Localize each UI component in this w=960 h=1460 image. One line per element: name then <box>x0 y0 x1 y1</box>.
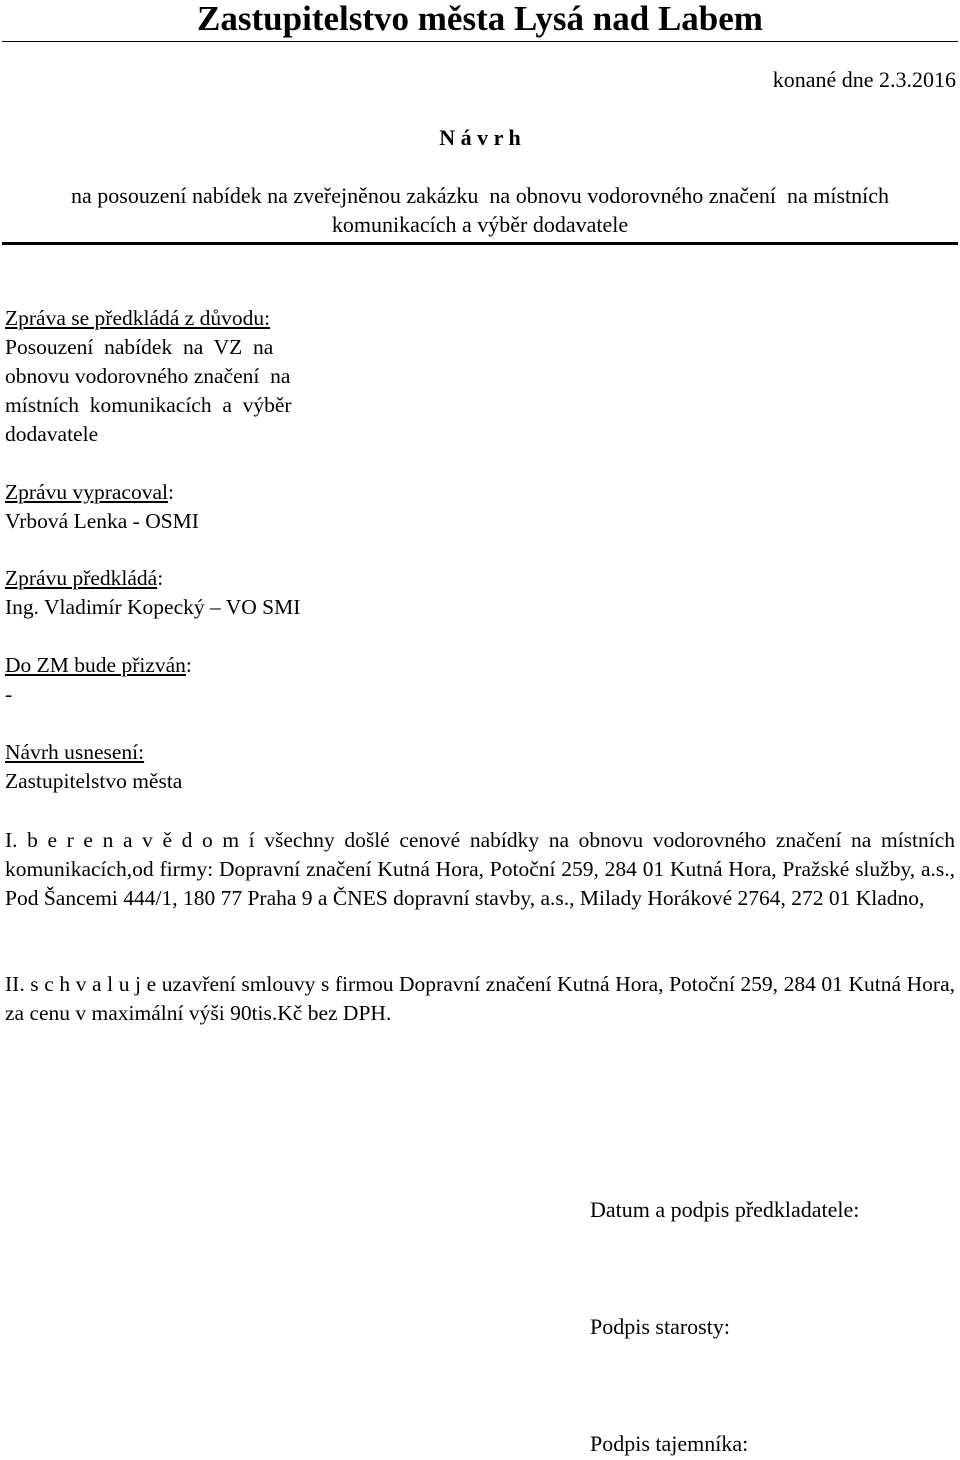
prepared-by-section <box>5 478 199 536</box>
presented-by-section <box>5 564 300 622</box>
presented-by-colon: : <box>157 566 164 590</box>
prepared-by-label-row <box>5 478 199 507</box>
resolution-body: Zastupitelstvo města <box>5 769 183 793</box>
presented-by-label: Zprávu předkládá <box>5 566 158 590</box>
invited-colon: : <box>185 653 192 677</box>
prepared-by-value: Vrbová Lenka - OSMI <box>5 509 199 533</box>
reason-line-3: místních komunikacích a výběr <box>5 393 292 417</box>
reason-line-2: obnovu vodorovného značení na <box>5 364 291 388</box>
subtitle-line-2: komunikacích a výběr dodavatele <box>331 212 629 237</box>
reason-section <box>5 304 292 449</box>
reason-line-4: dodavatele <box>5 422 99 446</box>
mayor-signature-label: Podpis starosty: <box>590 1314 730 1339</box>
document-title: Zastupitelstvo města Lysá nad Labem <box>197 0 763 38</box>
secretary-signature-label: Podpis tajemníka: <box>590 1431 749 1456</box>
presented-by-value: Ing. Vladimír Kopecký – VO SMI <box>5 595 301 619</box>
proposal-subtitle <box>0 181 960 239</box>
prepared-by-label: Zprávu vypracoval <box>5 480 168 504</box>
invited-label: Do ZM bude přizván <box>5 653 186 677</box>
reason-label: Zpráva se předkládá z důvodu: <box>5 306 271 330</box>
presented-by-label-row <box>5 564 300 593</box>
resolution-item-1: I. b e r e n a v ě d o m í všechny došlé cenové nabídky na obnovu vodorovného značení na místních komunikacích,od firmy: Dopravní značení Kutná Hora, Potoční 259, 284 01 Kutná Hora, Pražské služby, a.s., Pod Šancemi 444/1, 180 77 Praha 9 a ČNES dopravní stavby, a.s., Milady Horákové 2764, 272 01 Kladno, <box>5 828 955 910</box>
invited-section <box>5 651 192 709</box>
date-and-signature-label: Datum a podpis předkladatele: <box>590 1197 860 1222</box>
proposal-heading: N á v r h <box>439 125 521 150</box>
meeting-date: konané dne 2.3.2016 <box>772 67 956 92</box>
header-divider <box>2 242 958 245</box>
resolution-item-2: II. s c h v a l u j e uzavření smlouvy s firmou Dopravní značení Kutná Hora, Potoční 259, 284 01 Kutná Hora, za cenu v maximální výši 90tis.Kč bez DPH. <box>5 972 955 1025</box>
subtitle-line-1: na posouzení nabídek na zveřejněnou zakázku na obnovu vodorovného značení na místních <box>71 183 889 208</box>
invited-label-row <box>5 651 192 680</box>
resolution-section <box>5 738 182 796</box>
prepared-by-colon: : <box>167 480 174 504</box>
top-divider <box>2 41 958 42</box>
resolution-label: Návrh usnesení: <box>5 740 145 764</box>
invited-value: - <box>5 682 13 706</box>
reason-line-1: Posouzení nabídek na VZ na <box>5 335 274 359</box>
